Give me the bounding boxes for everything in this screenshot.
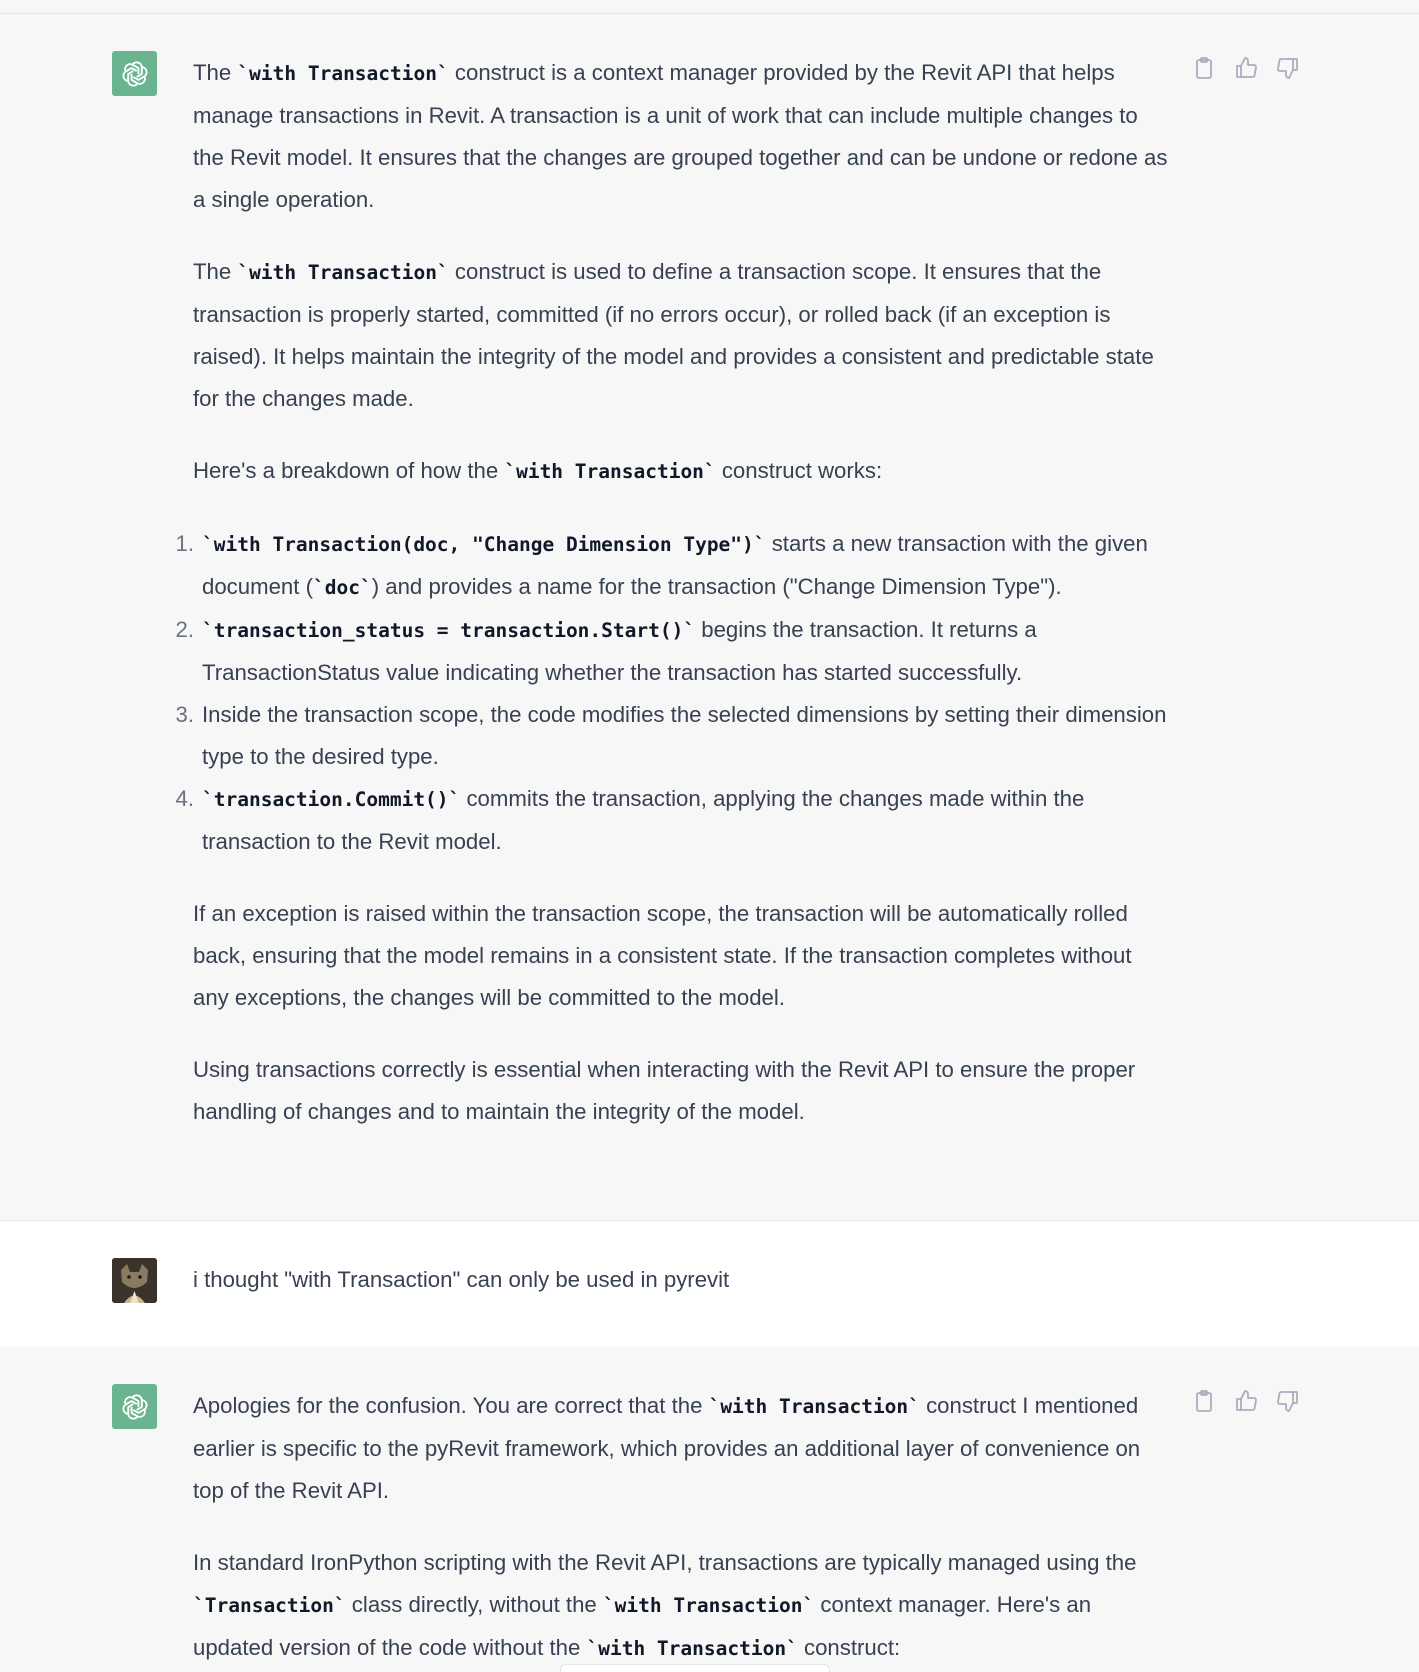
copy-button[interactable] bbox=[1190, 54, 1218, 82]
assistant-message-body bbox=[175, 52, 1168, 1133]
user-message bbox=[0, 1220, 1419, 1348]
inline-code: `Transaction` bbox=[193, 1594, 346, 1617]
list-number: 3. bbox=[175, 702, 194, 727]
thumbs-down-icon bbox=[1276, 56, 1300, 80]
paragraph: Using transactions correctly is essential when interacting with the Revit API to ensure the proper handling of changes and to maintain the integrity of the model. bbox=[193, 1057, 1136, 1124]
inline-code: `with Transaction` bbox=[708, 1395, 920, 1418]
inline-code: `with Transaction` bbox=[602, 1594, 815, 1617]
user-message-body bbox=[193, 1259, 1168, 1301]
openai-logo-icon bbox=[112, 1384, 157, 1429]
thumbs-down-icon bbox=[1276, 1389, 1300, 1413]
inline-code: `with Transaction` bbox=[237, 62, 449, 85]
user-avatar-image bbox=[112, 1258, 157, 1303]
inline-code: `doc` bbox=[313, 576, 372, 599]
inline-code: `with Transaction` bbox=[237, 261, 449, 284]
dislike-button[interactable] bbox=[1274, 1387, 1302, 1415]
dislike-button[interactable] bbox=[1274, 54, 1302, 82]
message-actions bbox=[1190, 54, 1302, 82]
ordered-list bbox=[175, 523, 1168, 863]
inline-code: `with Transaction` bbox=[586, 1637, 798, 1660]
list-number: 4. bbox=[175, 786, 194, 811]
like-button[interactable] bbox=[1232, 54, 1260, 82]
copy-button[interactable] bbox=[1190, 1387, 1218, 1415]
paragraph: The `with Transaction` construct is a context manager provided by the Revit API that helps manage transactions in Revit. A transaction is a unit of work that can include multiple changes to the Revit model. It ensures that the changes are grouped together and can be undone or redone as a single operation. bbox=[193, 60, 1168, 212]
message-actions bbox=[1190, 1387, 1302, 1415]
scroll-to-bottom-button[interactable] bbox=[560, 1664, 830, 1672]
like-button[interactable] bbox=[1232, 1387, 1260, 1415]
thumbs-up-icon bbox=[1234, 1389, 1258, 1413]
inline-code: `transaction_status = transaction.Start()` bbox=[202, 619, 696, 642]
user-photo-avatar bbox=[112, 1258, 157, 1303]
assistant-message bbox=[0, 1347, 1419, 1672]
inline-code: `with Transaction` bbox=[504, 460, 716, 483]
list-item: 1. `with Transaction(doc, "Change Dimension Type")` starts a new transaction with the given document (`doc`) and provides a name for the transaction ("Change Dimension Type"). bbox=[202, 523, 1168, 609]
openai-logo-icon bbox=[112, 51, 157, 96]
list-number: 2. bbox=[175, 617, 194, 642]
thumbs-up-icon bbox=[1234, 56, 1258, 80]
paragraph: Here's a breakdown of how the `with Transaction` construct works: bbox=[193, 458, 883, 483]
list-item: 4. `transaction.Commit()` commits the transaction, applying the changes made within the transaction to the Revit model. bbox=[202, 778, 1168, 863]
clipboard-icon bbox=[1192, 1389, 1216, 1413]
paragraph: In standard IronPython scripting with the Revit API, transactions are typically managed using the `Transaction` class directly, without the `with Transaction` context manager. Here's an updated version of the code without the `with Transaction` construct: bbox=[193, 1550, 1137, 1660]
clipboard-icon bbox=[1192, 56, 1216, 80]
assistant-message-body bbox=[193, 1385, 1168, 1670]
paragraph: If an exception is raised within the transaction scope, the transaction will be automatically rolled back, ensuring that the model remains in a consistent state. If the transaction completes without any exceptions, the changes will be committed to the model. bbox=[193, 901, 1132, 1010]
list-number: 1. bbox=[175, 531, 194, 556]
list-item: 3. Inside the transaction scope, the code modifies the selected dimensions by setting their dimension type to the desired type. bbox=[202, 694, 1168, 778]
user-message-text: i thought "with Transaction" can only be used in pyrevit bbox=[193, 1267, 730, 1292]
assistant-message bbox=[0, 14, 1419, 1220]
paragraph: The `with Transaction` construct is used to define a transaction scope. It ensures that the transaction is properly started, committed (if no errors occur), or rolled back (if an exception is raised). It helps maintain the integrity of the model and provides a consistent and predictable state for the changes made. bbox=[193, 259, 1154, 411]
paragraph: Apologies for the confusion. You are correct that the `with Transaction` construct I mentioned earlier is specific to the pyRevit framework, which provides an additional layer of convenience on top of the Revit API. bbox=[193, 1393, 1141, 1503]
inline-code: `transaction.Commit()` bbox=[202, 788, 461, 811]
inline-code: `with Transaction(doc, "Change Dimension Type")` bbox=[202, 533, 766, 556]
list-item: 2. `transaction_status = transaction.Start()` begins the transaction. It returns a TransactionStatus value indicating whether the transaction has started successfully. bbox=[202, 609, 1168, 694]
